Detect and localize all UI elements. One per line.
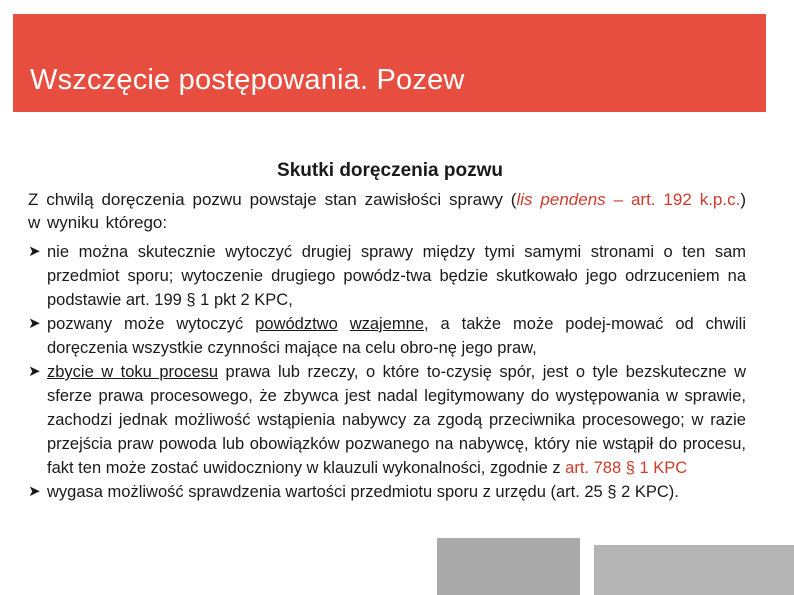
art-788-ref: art. 788 § 1 KPC: [565, 459, 688, 477]
lis-pendens-term: lis pendens: [516, 190, 606, 209]
subtitle-text: Skutki doręczenia pozwu: [277, 160, 503, 181]
list-item-text-rest: , a także może podej-mować od chwili doręczenia wszystkie czynności mające na celu obro-nę jego praw,: [47, 315, 746, 357]
wzajemne-link[interactable]: wzajemne: [349, 315, 425, 333]
powodztwo-link[interactable]: powództwo: [255, 315, 338, 333]
list-item-text: pozwany może wytoczyć: [47, 315, 256, 333]
arrow-bullet-icon: ➤: [28, 243, 41, 260]
intro-text-end: ) w wyniku którego:: [28, 190, 746, 232]
arrow-bullet-icon: ➤: [28, 363, 41, 380]
list-item: [28, 480, 746, 504]
effects-list: [28, 240, 746, 504]
list-item-text: wygasa możliwość sprawdzenia wartości przedmiotu sporu z urzędu (art. 25 § 2 KPC).: [47, 483, 679, 501]
list-item: [28, 360, 746, 480]
arrow-bullet-icon: ➤: [28, 483, 41, 500]
lis-pendens-ref: [516, 190, 740, 209]
intro-paragraph: [28, 188, 746, 234]
intro-text-start: Z chwilą doręczenia pozwu powstaje stan zawisłości sprawy (: [28, 190, 517, 209]
decorative-block-left: [437, 538, 580, 595]
slide-title: Wszczęcie postępowania. Pozew: [30, 64, 465, 96]
list-item-text: nie można skutecznie wytoczyć drugiej sprawy między tymi samymi stronami o ten sam przedmiot sporu; wytoczenie drugiego powódz-twa będzie skutkowało jego odrzuceniem na podstawie art. 199 § 1 pkt 2 KPC,: [47, 243, 746, 309]
slide-content: [28, 188, 746, 504]
arrow-bullet-icon: ➤: [28, 315, 41, 332]
zbycie-w-toku-procesu-link[interactable]: zbycie w toku procesu: [47, 363, 219, 381]
title-bar: [13, 14, 766, 112]
list-item: [28, 240, 746, 312]
spacer-text: [338, 315, 350, 333]
art-192-ref: – art. 192 k.p.c.: [605, 190, 741, 209]
list-item: [28, 312, 746, 360]
list-item-text: prawa lub rzeczy, o które to-czysię spór, jest o tyle bezskuteczne w sferze prawa procesowego, że zbywca jest nadal legitymowany do występowania w sprawie, zachodzi jednak możliwość wstąpienia nabywcy za zgodą przeciwnika procesowego; w razie przejścia praw powoda lub obowiązków pozwanego na nabywcę, który nie wstąpił do procesu, fakt ten może zostać uwidoczniony w klauzuli wykonalności, zgodnie z: [47, 363, 746, 477]
slide-subtitle: [0, 160, 780, 182]
decorative-block-right: [594, 545, 794, 595]
